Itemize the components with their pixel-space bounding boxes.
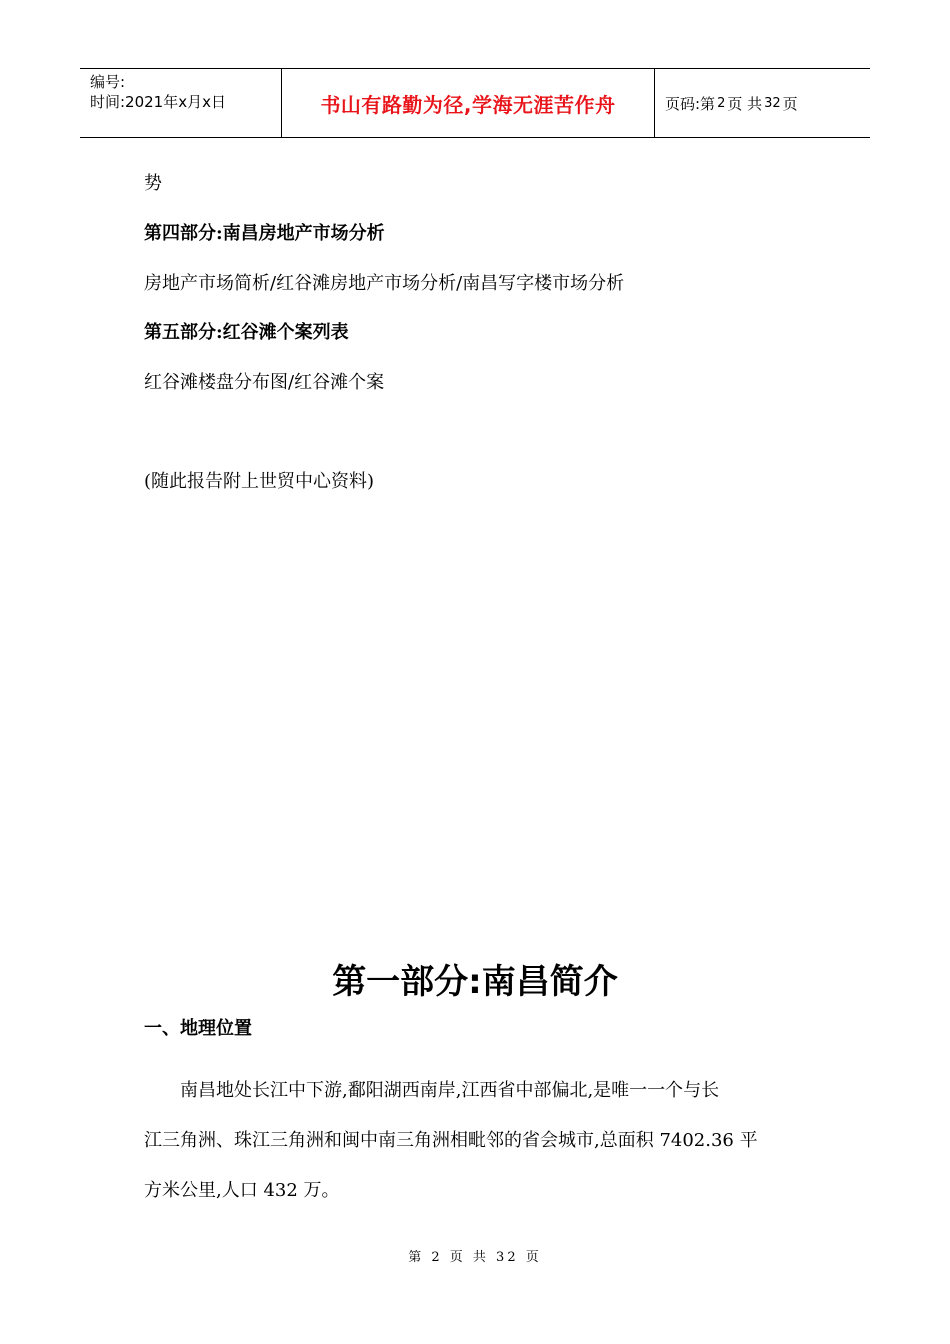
page-prefix: 页码:第 <box>665 94 716 113</box>
page-current: 2 <box>717 95 726 111</box>
page-mid: 页 共 <box>727 94 763 113</box>
toc-continuation: 势 <box>144 173 162 194</box>
toc-part5-title: 第五部分:红谷滩个案列表 <box>144 322 349 343</box>
body-line: 方米公里,人口 432 万。 <box>144 1180 340 1201</box>
body-line: 南昌地处长江中下游,鄱阳湖西南岸,江西省中部偏北,是唯一一个与长 <box>180 1080 720 1101</box>
page-total: 32 <box>764 95 781 111</box>
page-footer: 第 2 页 共 32 页 <box>408 1250 542 1265</box>
section-body <box>144 1066 814 1216</box>
document-time-label: 时间:2021年x月x日 <box>90 93 226 111</box>
document-number-label: 编号: <box>90 73 126 91</box>
page-suffix: 页 <box>782 94 798 113</box>
toc-attachment-note: (随此报告附上世贸中心资料) <box>144 471 375 492</box>
header-meta-cell <box>80 69 282 137</box>
header-page-cell <box>655 69 870 137</box>
toc-part4-title: 第四部分:南昌房地产市场分析 <box>144 223 385 244</box>
body-line: 江三角洲、珠江三角洲和闽中南三角洲相毗邻的省会城市,总面积 7402.36 平 <box>144 1130 758 1151</box>
section-title: 第一部分:南昌简介 <box>332 962 618 1002</box>
toc-part4-items: 房地产市场简析/红谷滩房地产市场分析/南昌写字楼市场分析 <box>144 273 625 294</box>
header-motto: 书山有路勤为径,学海无涯苦作舟 <box>282 69 655 137</box>
document-header <box>80 68 870 138</box>
section-subhead: 一、地理位置 <box>144 1018 252 1039</box>
toc-part5-items: 红谷滩楼盘分布图/红谷滩个案 <box>144 372 385 393</box>
